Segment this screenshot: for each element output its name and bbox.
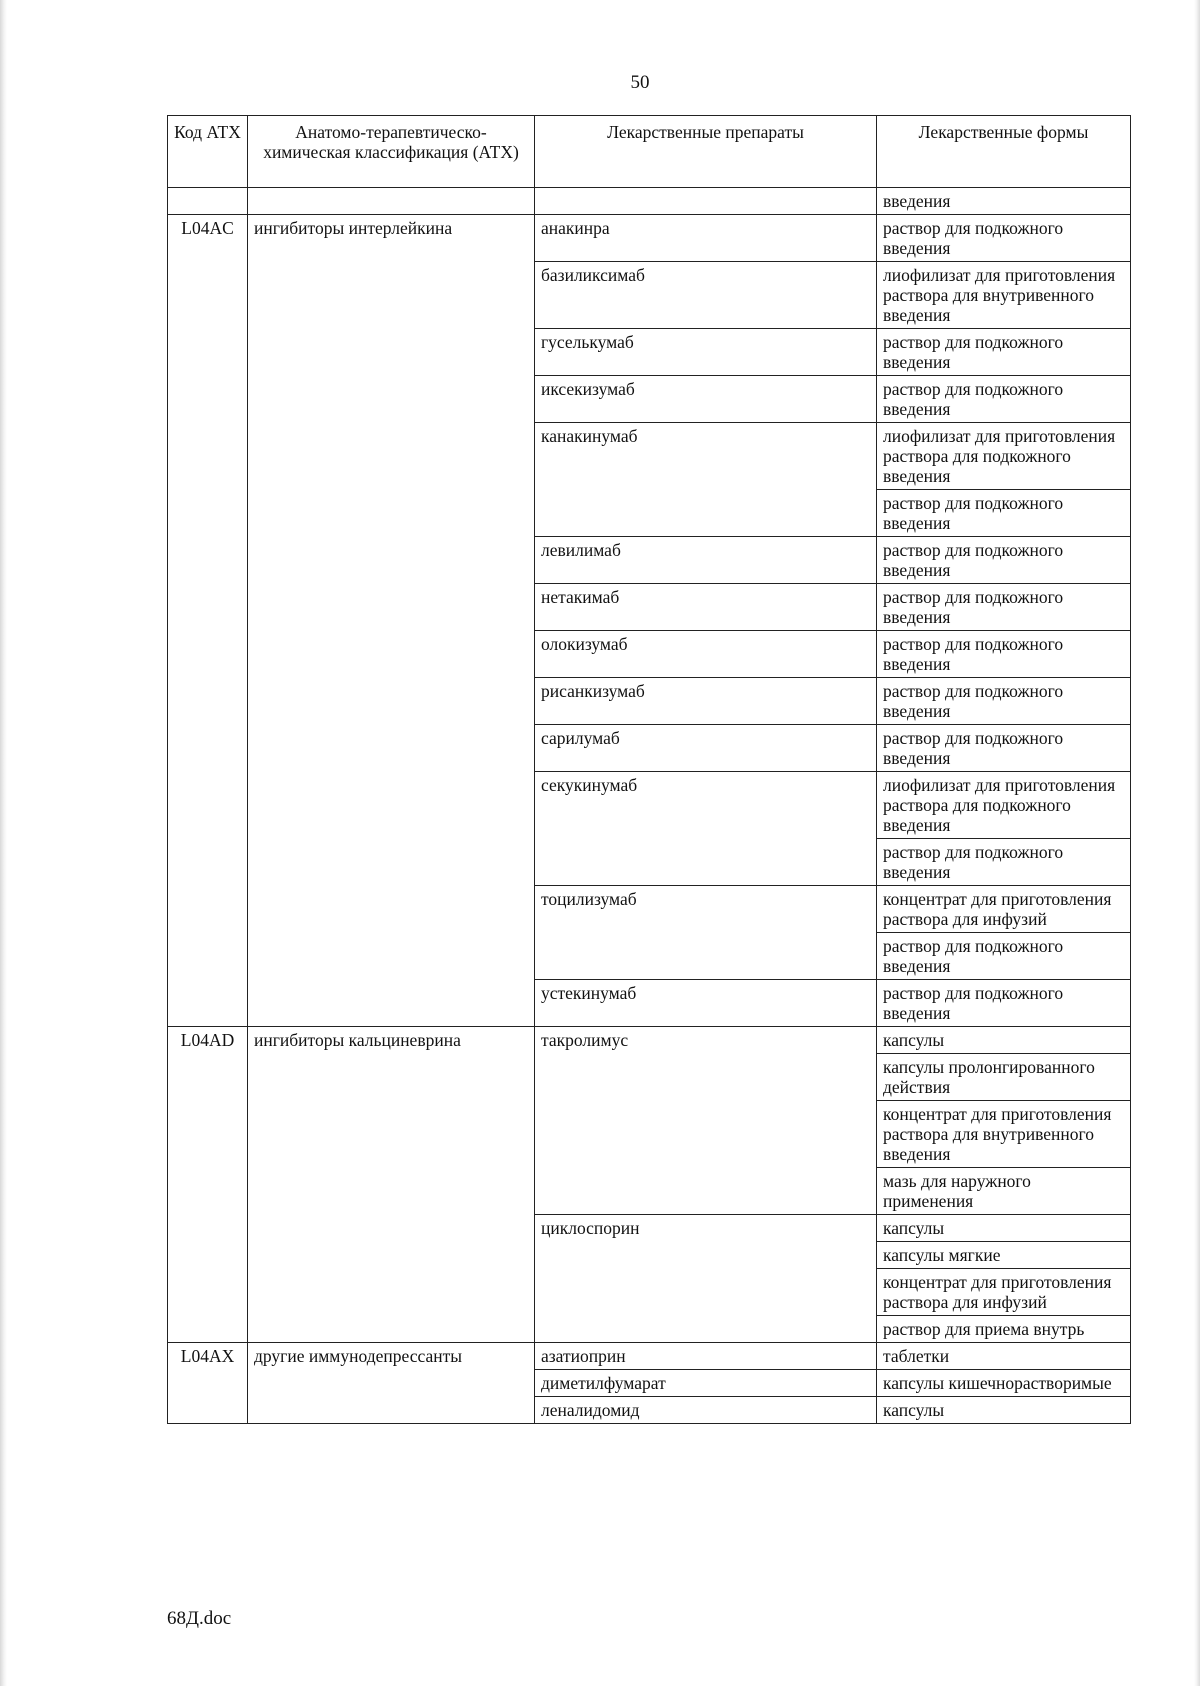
dosage-form-cell: раствор для подкожного введения bbox=[877, 537, 1131, 584]
dosage-form-cell: капсулы bbox=[877, 1397, 1131, 1424]
dosage-form-cell: раствор для подкожного введения bbox=[877, 678, 1131, 725]
dosage-form-cell: капсулы bbox=[877, 1215, 1131, 1242]
dosage-form-cell: лиофилизат для приготовления раствора для подкожного введения bbox=[877, 772, 1131, 839]
atc-code-cell: L04AD bbox=[168, 1027, 248, 1343]
table-header-row bbox=[168, 116, 1131, 188]
drug-name-cell: циклоспорин bbox=[535, 1215, 877, 1343]
continuation-code-cell bbox=[168, 188, 248, 215]
dosage-form-cell: капсулы пролонгированного действия bbox=[877, 1054, 1131, 1101]
dosage-form-cell: раствор для подкожного введения bbox=[877, 839, 1131, 886]
atc-group-name-cell: другие иммунодепрессанты bbox=[248, 1343, 535, 1424]
drug-name-cell: такролимус bbox=[535, 1027, 877, 1215]
drug-name-cell: сарилумаб bbox=[535, 725, 877, 772]
dosage-form-cell: мазь для наружного применения bbox=[877, 1168, 1131, 1215]
dosage-form-cell: раствор для приема внутрь bbox=[877, 1316, 1131, 1343]
document-filename: 68Д.doc bbox=[167, 1608, 232, 1629]
header-drugs: Лекарственные препараты bbox=[535, 116, 877, 188]
continuation-form-cell: введения bbox=[877, 188, 1131, 215]
drug-name-cell: азатиоприн bbox=[535, 1343, 877, 1370]
dosage-form-cell: раствор для подкожного введения bbox=[877, 215, 1131, 262]
drug-name-cell: левилимаб bbox=[535, 537, 877, 584]
table-row bbox=[168, 1027, 1131, 1054]
drug-name-cell: рисанкизумаб bbox=[535, 678, 877, 725]
table-row bbox=[168, 1343, 1131, 1370]
drug-name-cell: иксекизумаб bbox=[535, 376, 877, 423]
header-classification: Анатомо-терапевтическо-химическая классификация (АТХ) bbox=[248, 116, 535, 188]
dosage-form-cell: раствор для подкожного введения bbox=[877, 980, 1131, 1027]
table-body bbox=[168, 188, 1131, 1424]
continuation-row bbox=[168, 188, 1131, 215]
dosage-form-cell: раствор для подкожного введения bbox=[877, 631, 1131, 678]
continuation-class-cell bbox=[248, 188, 535, 215]
drug-name-cell: диметилфумарат bbox=[535, 1370, 877, 1397]
dosage-form-cell: раствор для подкожного введения bbox=[877, 725, 1131, 772]
dosage-form-cell: раствор для подкожного введения bbox=[877, 376, 1131, 423]
dosage-form-cell: таблетки bbox=[877, 1343, 1131, 1370]
header-code: Код АТХ bbox=[168, 116, 248, 188]
drug-name-cell: олокизумаб bbox=[535, 631, 877, 678]
table-row bbox=[168, 215, 1131, 262]
dosage-form-cell: концентрат для приготовления раствора для инфузий bbox=[877, 886, 1131, 933]
drug-name-cell: гуселькумаб bbox=[535, 329, 877, 376]
drug-name-cell: устекинумаб bbox=[535, 980, 877, 1027]
dosage-form-cell: раствор для подкожного введения bbox=[877, 933, 1131, 980]
atc-group-name-cell: ингибиторы интерлейкина bbox=[248, 215, 535, 1027]
atc-code-cell: L04AX bbox=[168, 1343, 248, 1424]
dosage-form-cell: раствор для подкожного введения bbox=[877, 584, 1131, 631]
atc-code-cell: L04AC bbox=[168, 215, 248, 1027]
dosage-form-cell: капсулы мягкие bbox=[877, 1242, 1131, 1269]
drug-name-cell: секукинумаб bbox=[535, 772, 877, 886]
drug-name-cell: базиликсимаб bbox=[535, 262, 877, 329]
scan-edge-right bbox=[1194, 0, 1200, 1686]
atc-drug-table bbox=[167, 115, 1131, 1424]
dosage-form-cell: раствор для подкожного введения bbox=[877, 490, 1131, 537]
dosage-form-cell: капсулы bbox=[877, 1027, 1131, 1054]
dosage-form-cell: раствор для подкожного введения bbox=[877, 329, 1131, 376]
dosage-form-cell: лиофилизат для приготовления раствора для внутривенного введения bbox=[877, 262, 1131, 329]
dosage-form-cell: лиофилизат для приготовления раствора для подкожного введения bbox=[877, 423, 1131, 490]
drug-name-cell: тоцилизумаб bbox=[535, 886, 877, 980]
header-forms: Лекарственные формы bbox=[877, 116, 1131, 188]
atc-group-name-cell: ингибиторы кальциневрина bbox=[248, 1027, 535, 1343]
dosage-form-cell: капсулы кишечнорастворимые bbox=[877, 1370, 1131, 1397]
dosage-form-cell: концентрат для приготовления раствора для инфузий bbox=[877, 1269, 1131, 1316]
drug-name-cell: анакинра bbox=[535, 215, 877, 262]
drug-name-cell: нетакимаб bbox=[535, 584, 877, 631]
continuation-drug-cell bbox=[535, 188, 877, 215]
drug-name-cell: канакинумаб bbox=[535, 423, 877, 537]
page-number: 50 bbox=[630, 72, 650, 93]
drug-name-cell: леналидомид bbox=[535, 1397, 877, 1424]
scan-edge-left bbox=[0, 0, 7, 1686]
dosage-form-cell: концентрат для приготовления раствора для внутривенного введения bbox=[877, 1101, 1131, 1168]
